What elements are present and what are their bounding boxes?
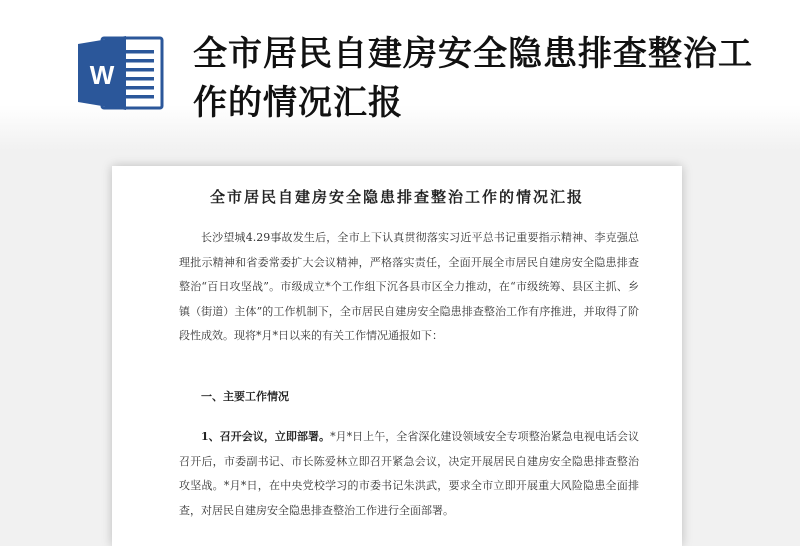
header-banner	[0, 0, 800, 150]
item-1-paragraph	[179, 425, 639, 523]
page-title: 全市居民自建房安全隐患排查整治工作的情况汇报	[193, 34, 753, 123]
word-icon	[76, 34, 164, 112]
section-heading: 一、主要工作情况	[201, 390, 289, 403]
document-page	[112, 166, 682, 546]
item-1-lead: 1、召开会议，立即部署。	[201, 430, 331, 443]
document-title: 全市居民自建房安全隐患排查整治工作的情况汇报	[209, 188, 584, 206]
svg-text:W: W	[89, 60, 115, 90]
intro-paragraph: 长沙望城4.29事故发生后，全市上下认真贯彻落实习近平总书记重要指示精神、李克强总理批示精神和省委常委扩大会议精神，严格落实责任，全面开展全市居民自建房安全隐患排查整治“百日攻坚战”。市级成立*个工作组下沉各县市区全力推动，在“市级统筹、县区主抓、乡镇（街道）主体”的工作机制下，全市居民自建房安全隐患排查整治工作有序推进，并取得了阶段性成效。现将*月*日以来的有关工作情况通报如下：	[179, 231, 639, 342]
item-1-body: *月*日上午，全省深化建设领域安全专项整治紧急电视电话会议召开后，市委副书记、市长陈爱林立即召开紧急会议，决定开展居民自建房安全隐患排查整治攻坚战。*月*日，在中央党校学习的市委书记朱洪武，要求全市立即开展重大风险隐患全面排查，对居民自建房安全隐患排查整治工作进行全面部署。	[179, 430, 640, 517]
